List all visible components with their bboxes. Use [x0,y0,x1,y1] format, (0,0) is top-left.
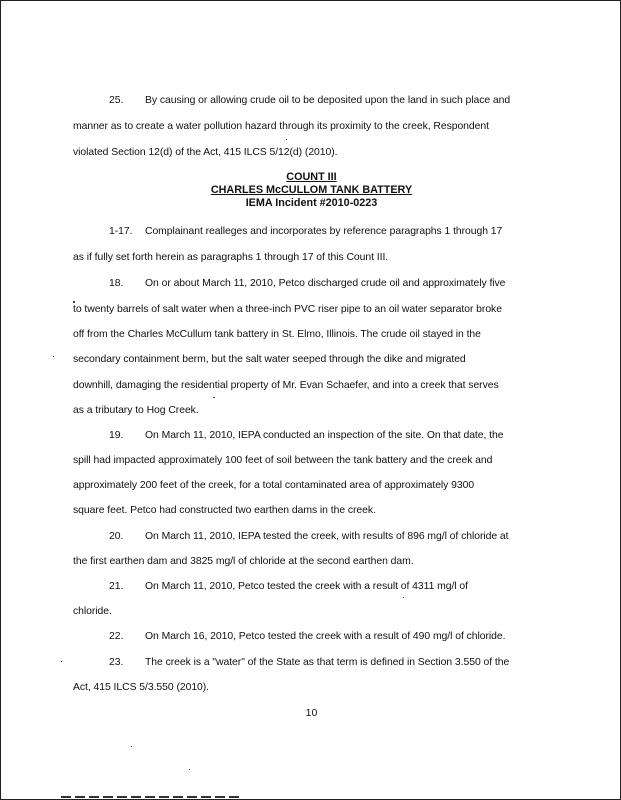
para-20-number: 20. [109,531,124,542]
scan-edge-artifact [61,796,241,798]
para-18-line-3: off from the Charles McCullum tank battery in St. Elmo, Illinois. The crude oil stayed in the [73,329,481,340]
count-heading: COUNT III [286,171,337,183]
para-1-17-text-1: Complainant realleges and incorporates by reference paragraphs 1 through 17 [145,226,503,237]
para-18-number: 18. [109,278,124,289]
para-22-number: 22. [109,631,124,642]
para-23-text-1: The creek is a "water" of the State as that term is defined in Section 3.550 of the [145,657,510,668]
para-18-line-5: downhill, damaging the residential property of Mr. Evan Schaefer, and into a creek that serves [73,380,499,391]
count-title: CHARLES McCULLOM TANK BATTERY [210,184,413,196]
para-19-text-1: On March 11, 2010, IEPA conducted an inspection of the site. On that date, the [145,430,504,441]
para-18-line-1 [109,277,553,290]
para-21-line-1 [109,580,553,593]
incident-number: IEMA Incident #2010-0223 [245,197,378,209]
para-23-line-2: Act, 415 ILCS 5/3.550 (2010). [73,682,210,693]
para-25-line-1 [109,94,553,107]
para-19-line-3: approximately 200 feet of the creek, for a total contaminated area of approximately 9300 [73,480,475,491]
scan-speck [286,139,287,140]
scan-speck [53,356,54,357]
scan-speck [189,769,190,770]
para-20-line-1 [109,530,553,543]
para-22-line-1 [109,630,553,643]
para-19-line-2: spill had impacted approximately 100 feet of soil between the tank battery and the creek and [73,455,493,466]
para-18-line-6: as a tributary to Hog Creek. [73,405,199,416]
page-number: 10 [305,707,318,719]
para-23-line-1 [109,656,553,669]
para-1-17-line-1 [109,225,553,238]
scan-speck [131,746,132,747]
para-1-17-line-2: as if fully set forth herein as paragraphs 1 through 17 of this Count III. [73,252,389,263]
para-18-line-2: to twenty barrels of salt water when a three-inch PVC riser pipe to an oil water separator broke [73,304,502,315]
para-20-line-2: the first earthen dam and 3825 mg/l of chloride at the second earthen dam. [73,556,414,567]
scan-speck [403,597,404,598]
para-22-text-1: On March 16, 2010, Petco tested the creek with a result of 490 mg/l of chloride. [145,631,506,642]
para-19-line-4: square feet. Petco had constructed two earthen dams in the creek. [73,505,376,516]
para-25-number: 25. [109,95,124,106]
para-23-number: 23. [109,657,124,668]
para-19-line-1 [109,429,553,442]
para-21-text-1: On March 11, 2010, Petco tested the creek with a result of 4311 mg/l of [145,581,468,592]
para-20-text-1: On March 11, 2010, IEPA tested the creek, with results of 896 mg/l of chloride at [145,531,509,542]
para-18-text-1: On or about March 11, 2010, Petco discharged crude oil and approximately five [145,278,506,289]
para-19-number: 19. [109,430,124,441]
para-18-line-4: secondary containment berm, but the salt water seeped through the dike and migrated [73,354,466,365]
para-25-text-1: By causing or allowing crude oil to be deposited upon the land in such place and [145,95,511,106]
para-21-line-2: chloride. [73,606,112,617]
scan-speck [61,661,62,662]
scan-speck [213,397,215,398]
para-25-line-3: violated Section 12(d) of the Act, 415 ILCS 5/12(d) (2010). [73,147,338,158]
para-25-line-2: manner as to create a water pollution hazard through its proximity to the creek, Respondent [73,121,489,132]
para-21-number: 21. [109,581,124,592]
para-1-17-number: 1-17. [109,226,133,237]
scan-speck [73,301,75,303]
